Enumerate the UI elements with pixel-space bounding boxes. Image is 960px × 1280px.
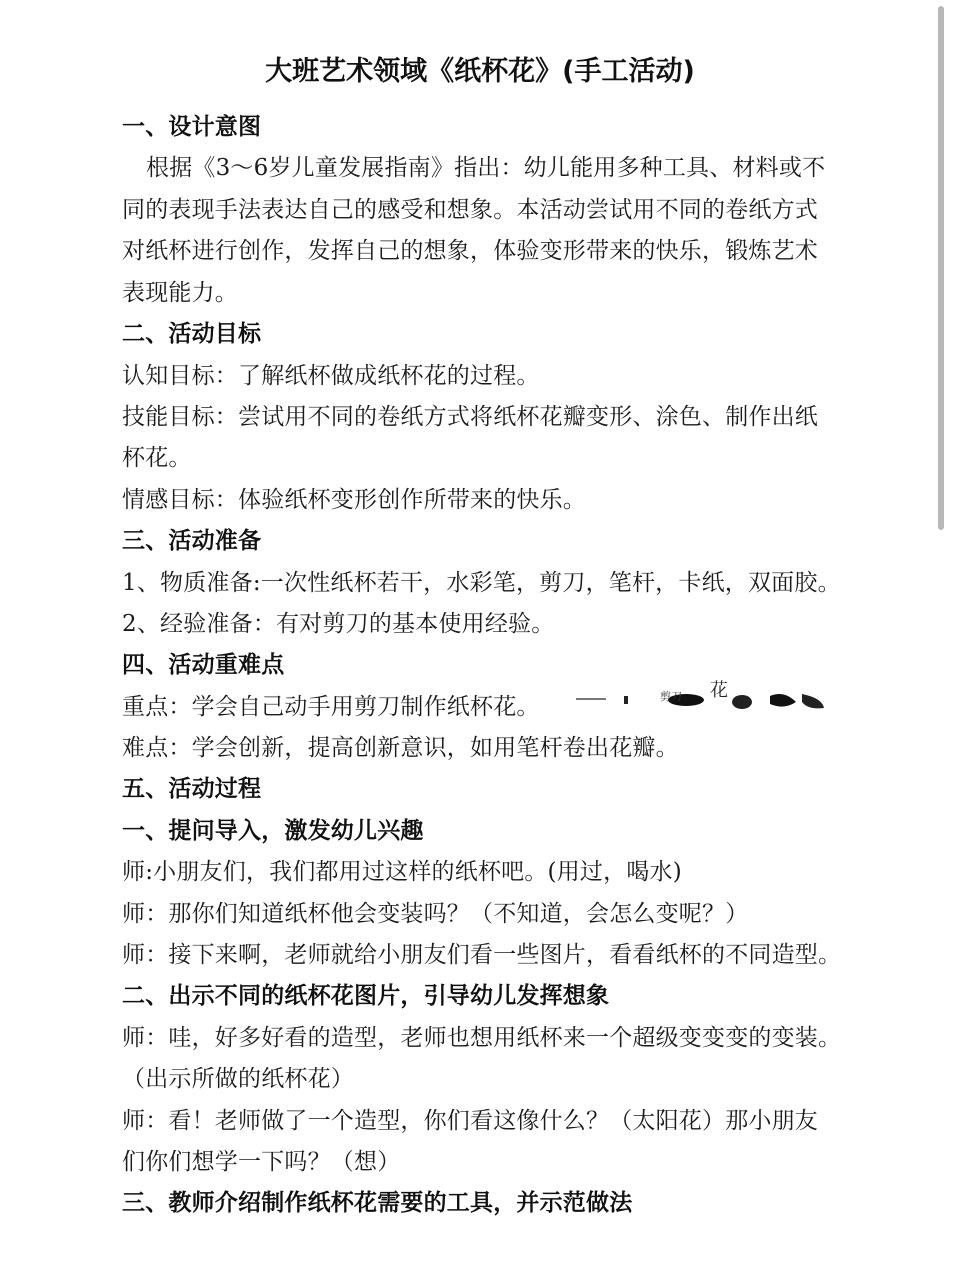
scan-artifact-text: 花 <box>710 680 728 701</box>
section-heading-preparation: 三、活动准备 <box>122 528 262 554</box>
paragraph-line: 师：接下来啊，老师就给小朋友们看一些图片，看看纸杯的不同造型。 <box>122 942 842 968</box>
subsection-heading: 一、提问导入，激发幼儿兴趣 <box>122 818 424 844</box>
paragraph-line: 技能目标：尝试用不同的卷纸方式将纸杯花瓣变形、涂色、制作出纸 <box>122 404 818 430</box>
section-heading-design-intent: 一、设计意图 <box>122 114 262 140</box>
paragraph-line: 2、经验准备：有对剪刀的基本使用经验。 <box>122 611 555 637</box>
paragraph-line: 1、物质准备:一次性纸杯若干，水彩笔，剪刀，笔杆，卡纸，双面胶。 <box>122 570 841 596</box>
paragraph-line: 们你们想学一下吗？（想） <box>122 1149 401 1175</box>
document-title: 大班艺术领域《纸杯花》(手工活动) <box>265 56 695 87</box>
paragraph-line: 师:小朋友们，我们都用过这样的纸杯吧。(用过，喝水) <box>122 859 682 885</box>
subsection-heading: 二、出示不同的纸杯花图片，引导幼儿发挥想象 <box>122 983 610 1009</box>
paragraph-line: 师：哇，好多好看的造型，老师也想用纸杯来一个超级变变变的变装。 <box>122 1025 842 1051</box>
scan-artifact <box>574 676 844 716</box>
paragraph-line: 师：那你们知道纸杯他会变装吗？（不知道，会怎么变呢？） <box>122 901 749 927</box>
paragraph-line: 重点：学会自己动手用剪刀制作纸杯花。 <box>122 694 540 720</box>
section-heading-key-points: 四、活动重难点 <box>122 652 285 678</box>
paragraph-line: 杯花。 <box>122 445 192 471</box>
paragraph-line: 师：看！老师做了一个造型，你们看这像什么？（太阳花）那小朋友 <box>122 1108 818 1134</box>
vertical-scrollbar-thumb[interactable] <box>938 6 944 530</box>
paragraph-line: 认知目标：了解纸杯做成纸杯花的过程。 <box>122 363 540 389</box>
paragraph-line: 对纸杯进行创作，发挥自己的想象，体验变形带来的快乐，锻炼艺术 <box>122 238 818 264</box>
scan-artifact-small-text: 剪刀 <box>660 690 682 703</box>
paragraph-line: 表现能力。 <box>122 280 238 306</box>
subsection-heading: 三、教师介绍制作纸杯花需要的工具，并示范做法 <box>122 1190 633 1216</box>
paragraph-line: （出示所做的纸杯花） <box>122 1066 354 1092</box>
section-heading-goals: 二、活动目标 <box>122 321 262 347</box>
paragraph-line: 难点：学会创新，提高创新意识，如用笔杆卷出花瓣。 <box>122 735 679 761</box>
paragraph-line: 同的表现手法表达自己的感受和想象。本活动尝试用不同的卷纸方式 <box>122 197 818 223</box>
section-heading-process: 五、活动过程 <box>122 776 262 802</box>
paragraph-line: 根据《3～6岁儿童发展指南》指出：幼儿能用多种工具、材料或不 <box>146 155 826 181</box>
paragraph-line: 情感目标：体验纸杯变形创作所带来的快乐。 <box>122 487 586 513</box>
